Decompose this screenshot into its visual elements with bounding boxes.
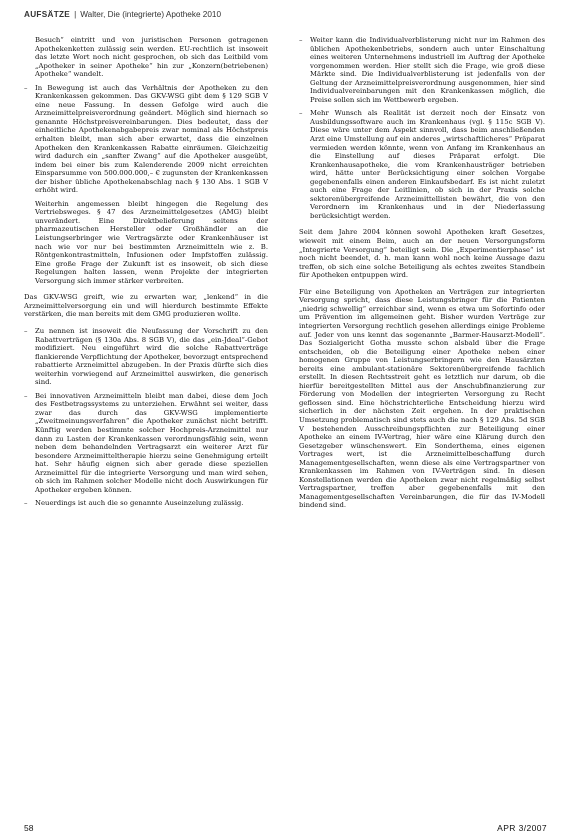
list-item: – Bei innovativen Arzneimitteln bleibt man dabei, diese dem Joch des Festbetragssystems zu unterziehen. Erwähnt sei weiter, dass zwar das durch das GKV-WSG implementierte „Zweitmeinungsverfahren“ die Apotheker zunächst nicht betrifft. Künftig werden bestimmte solcher Hochpreis-Arzneimittel nur dann zu Lasten der Krankenkassen verordnungsfähig sein, wenn neben dem behandelnden Vertragsarzt ein weiterer Arzt für besondere Arzneimitteltherapie hierzu seine Genehmigung erteilt hat. Sehr häufig eignen sich aber gerade diese speziellen Arzneimittel für die integrierte Versorgung und man wird sehen, ob sich im Rahmen solcher Modelle nicht doch Auswirkungen für Apotheker ergeben können. (24, 392, 268, 495)
page-number: 58 (24, 823, 34, 833)
paragraph: Das GKV-WSG greift, wie zu erwarten war, „lenkend“ in die Arzneimittelversorgung ein und will hierdurch bestimmte Effekte verstärken, die man bereits mit dem GMG produzieren wollte. (24, 293, 268, 319)
list-item: – Mehr Wunsch als Realität ist derzeit noch der Einsatz von Ausbildungssoftware auch im Krankenhaus (vgl. § 115c SGB V). Diese wäre unter dem Aspekt sinnvoll, dass beim anschließenden Arzt eine Umstellung auf ein anderes „wirtschaftlicheres“ Präparat vermieden werden könnte, wenn von Anfang im Krankenhaus an die Einstellung auf dieses Präparat erfolgt. Die Krankenhausapotheke, die vom Krankenhausträger betrieben wird, hätte unter Berücksichtigung einer solchen Vorgabe gegebenenfalls einen anderen Einkaufsbedarf. Es ist nicht zuletzt auch eine Frage der Leitlinien, ob sich in der Praxis solche sektorenübergreifende Arzneimittellisten bewährt, die von den Verordnern im Krankenhaus und in der Niederlassung berücksichtigt werden. (299, 109, 545, 220)
paragraph: Für eine Beteiligung von Apotheken an Verträgen zur integrierten Versorgung spricht, dass diese Leistungsbringer für die Patienten „niedrig schwellig“ erreichbar sind, wenn es etwa um Sofortinfo oder um Prävention im allgemeinen geht. Bisher wurden Verträge zur integrierten Versorgung rechtlich gesehen allerdings einige Probleme auf. Jeder von uns kennt das sogenannte „Barmer-Hausarzt-Modell“. Das Sozialgericht Gotha musste schon alsbald über die Frage entscheiden, ob die Beteiligung einer Apotheke neben einer homogenen Gruppe von Leistungserbringern wie den Hausärzten bereits eine ambulant-stationäre Sektorenübergreifende fachlich erstellt. In diesen Rechtsstreit geht es letztlich nur darum, ob die hierfür bereitgestellten Mittel aus der Anschubfinanzierung zur Förderung von Modellen der integrierten Versorgung zu Recht geflossen sind. Eine höchstrichterliche Entscheidung hierzu wird sicherlich in der nächsten Zeit ergehen. In der praktischen Umsetzung problematisch sind stets auch die nach § 129 Abs. 5d SGB V bestehenden Ausschreibungspflichten zur Beteiligung einer Apotheke an einem IV-Vertrag, hier wäre eine Klärung durch den Gesetzgeber wünschenswert. Ein Sonderthema, eines eigenen Vortrages wert, ist die Arzneimittelbeschaffung durch Managementgesellschaften, wenn diese als eine Vertragspartner von Krankenkassen im Rahmen von IV-Verträgen sind. In diesen Konstellationen werden die Apotheken zwar nicht regelmäßig selbst Vertragspartner, treffen aber gegebenenfalls mit den Managementgesellschaften Vereinbarungen, die für das IV-Modell bindend sind. (299, 287, 545, 510)
running-header (24, 6, 547, 22)
list-item: – Weiter kann die Individualverblisterung nicht nur im Rahmen des üblichen Apothekenbetriebs, sondern auch unter Einschaltung eines weiteren Unternehmens industriell im Auftrag der Apotheke vorgenommen werden. Hier stellt sich die Frage, wie groß diese Märkte sind. Die Individualverblisterung ist jedenfalls von der Geltung der Arzneimittelpreisverordnung ausgenommen, hier sind Individualvereinbarungen mit den Krankenkassen möglich, die Preise sollen sich im Wettbewerb ergeben. (299, 36, 545, 104)
section-label: AUFSÄTZE (24, 9, 71, 19)
left-bullet-list-1 (24, 36, 268, 285)
list-item: – Neuerdings ist auch die so genannte Auseinzelung zulässig. (24, 499, 268, 508)
running-title: Walter, Die (integrierte) Apotheke 2010 (80, 9, 221, 19)
header-separator: | (74, 9, 77, 19)
list-item: – In Bewegung ist auch das Verhältnis der Apotheken zu den Krankenkassen gekommen. Das GKV-WSG gibt dem § 129 SGB V eine neue Fassung. In dessen Gefolge wird auch die Arzneimittelpreisverordnung geändert. Möglich sind hiernach so genannte Höchstpreisvereinbarungen. Dies bedeutet, dass der einheitliche Apothekenabgabepreis zwar nominal als Höchstpreis erhalten bleibt, man sich aber erwartet, dass die einzelnen Apotheken den Krankenkassen Rabatte einräumen. Gleichzeitig wird dadurch ein „sanfter Zwang“ auf die Apotheker ausgeübt, indem bei einer bis zum Kalenderende 2009 nicht erreichten Einsparsumme von 500.000.000,– € zugunsten der Krankenkassen der bisher übliche Apothekenabschlag nach § 130 Abs. 1 SGB V erhöht wird. (24, 84, 268, 195)
list-item: Besuch“ eintritt und von juristischen Personen getragenen Apothekenketten zulässig sein werden. EU-rechtlich ist insoweit das letzte Wort noch nicht gesprochen, ob sich das Leitbild vom „Apotheker in seiner Apotheke“ hin zur „Konzern(betriebenen) Apotheke“ wandelt. (35, 36, 268, 79)
left-bullet-list-2 (24, 327, 268, 508)
paragraph: Seit dem Jahre 2004 können sowohl Apotheken kraft Gesetzes, wieweit mit einem Beim, auch an der neuen Versorgungsform „Integrierte Versorgung“ beteiligt sein. Die „Experimentierphase“ ist noch nicht beendet, d. h. man kann wohl noch keine Aussage dazu treffen, ob sich eine solche Beteiligung als echtes zweites Standbein für Apotheken entpuppen wird. (299, 228, 545, 280)
journal-issue: APR 3/2007 (497, 823, 547, 833)
left-column (24, 36, 268, 508)
right-bullet-list-1 (299, 36, 545, 220)
right-column (299, 36, 545, 510)
list-item: Weiterhin angemessen bleibt hingegen die Regelung des Vertriebsweges. § 47 des Arzneimittelgesetzes (AMG) bleibt unverändert. Eine Direktbelieferung seitens der pharmazeutischen Hersteller oder Großhändler an die Leistungserbringer wie Vertragsärzte oder Krankenhäuser ist nach wie vor nur bei bestimmten Arzneimitteln wie z. B. Röntgenkontrastmitteln, Infusionen oder Impfstoffen zulässig. Eine große Frage der Zukunft ist es insoweit, ob sich diese Regelungen halten lassen, wenn Projekte der integrierten Versorgung sich immer stärker verbreiten. (35, 199, 268, 285)
list-item: – Zu nennen ist insoweit die Neufassung der Vorschrift zu den Rabattverträgen (§ 130a Abs. 8 SGB V), die das „ein-Jdeal“-Gebot modifiziert. Neu eingeführt wird die solche Rabattverträge flankierende Verpflichtung der Apotheker, bevorzugt entsprechend rabattierte Arzneimittel abzugeben. In der Praxis dürfte sich dies weiterhin vorwiegend auf Arzneimittel auswirken, die generisch sind. (24, 327, 268, 387)
